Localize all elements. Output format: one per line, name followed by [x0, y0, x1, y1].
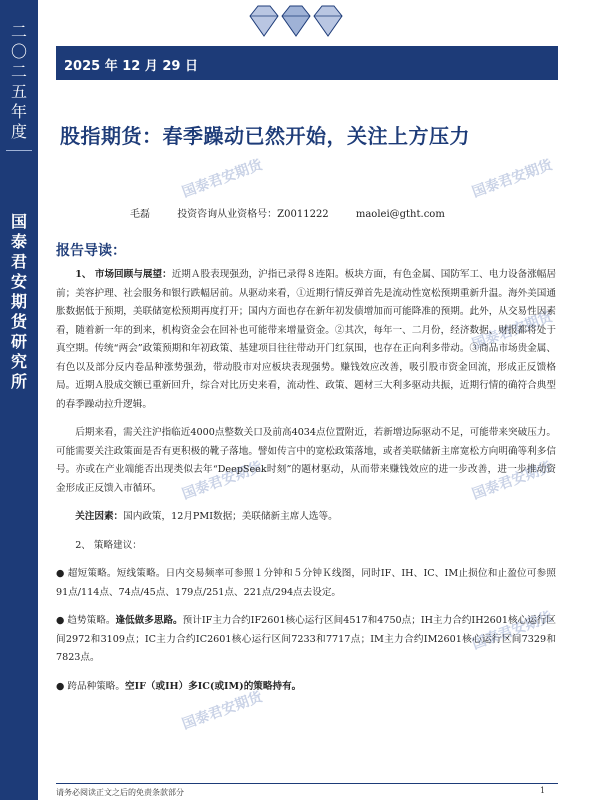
- watermark: 国泰君安期货: [180, 459, 265, 503]
- paragraph-market-review: [56, 266, 556, 414]
- watermark: 国泰君安期货: [470, 459, 555, 503]
- sidebar-divider: [6, 150, 32, 151]
- org-char: 安: [10, 272, 27, 291]
- bullet-text: 预计IF主力合约IF2601核心运行区间4517和4750点；IH主力合约IH2601核心运行区间2972和3109点；IC主力合约IC2601核心运行区间7233和7717点；IM主力合约IM2601核心运行区间7329和7823点。: [56, 615, 557, 663]
- company-logo-icon: [240, 2, 360, 38]
- strategy-short-term: [56, 565, 556, 602]
- footer-divider: [56, 783, 558, 784]
- report-body: [56, 266, 556, 696]
- watermark: 国泰君安期货: [470, 609, 555, 653]
- paragraph-label: 1、 市场回顾与展望：: [75, 269, 172, 280]
- org-char: 研: [10, 332, 27, 351]
- bullet-label: ● 趋势策略。: [56, 615, 116, 626]
- paragraph-text: 近期Ａ股表现强劲，沪指已录得８连阳。板块方面，有色金属、国防军工、电力设备涨幅居前；美容护理、社会服务和银行跌幅居前。从驱动来看，①近期行情反弹首先是流动性宽松预期重新升温。海外美国通胀数据低于预期，美联储宽松预期再度打开；国内方面也存在新年初发债增加而可能降准的预期。此外，从交易性因素看，随着新一年的到来，机构资金会在回补也可能带来增量资金。②其次，每年一、二月份，经济数据、财报都将处于真空期。传统“两会”政策预期和年初政策、基建项目往往带动开门红氛围，也存在正向利多带动。③商品市场贵金属、有色以及部分反内卷品种涨势强劲，带动股市对应板块表现强势。赚钱效应改善，吸引股市资金回流，形成正反馈格局。近期Ａ股成交额已重新回升，综合对比历史来看，流动性、政策、题材三大利多驱动共振，近期行情的确符合典型的春季躁动拉升逻辑。: [56, 269, 557, 410]
- watermark: 国泰君安期货: [470, 309, 555, 353]
- report-year: [0, 22, 38, 142]
- report-date: 2025 年 12 月 29 日: [64, 59, 198, 74]
- section-title: 报告导读：: [56, 243, 126, 259]
- bullet-emphasis: 逢低做多思路。: [115, 615, 183, 626]
- watermark: 国泰君安期货: [180, 157, 265, 201]
- watermark: 国泰君安期货: [180, 689, 265, 733]
- org-char: 泰: [10, 232, 27, 251]
- report-title: 股指期货：春季躁动已然开始，关注上方压力: [60, 124, 470, 148]
- date-banner: [56, 46, 558, 80]
- watermark: 国泰君安期货: [470, 157, 555, 201]
- author-line: [130, 205, 469, 220]
- year-char: 二: [10, 62, 27, 81]
- paragraph-factors: [56, 508, 556, 527]
- year-char: 二: [10, 22, 27, 41]
- org-char: 所: [10, 372, 27, 391]
- paragraph-outlook: 后期来看，需关注沪指临近4000点整数关口及前高4034点位置附近，若新增边际驱动不足，可能带来突破压力。可能需要关注政策面是否有更积极的靴子落地。譬如传言中的宽松政策落地，或者美联储新主席宽松方向明确等利多信号。亦或在产业端能否出现类似去年“DeepSeek时刻”的题材驱动，从而带来赚钱效应的进一步改善，进一步推动资金形成正反馈入市循环。: [56, 427, 556, 494]
- bullet-label: ● 超短策略。: [56, 568, 117, 579]
- year-char: 五: [10, 82, 27, 101]
- bullet-emphasis: 空IF（或IH）多IC(或IM)的策略持有。: [124, 680, 302, 692]
- author-email[interactable]: maolei@gtht.com: [355, 209, 445, 220]
- year-char: 年: [10, 102, 27, 121]
- author-license: 投资咨询从业资格号：Z0011222: [177, 209, 329, 220]
- org-char: 国: [10, 212, 27, 231]
- strategy-heading: 2、 策略建议：: [75, 539, 142, 551]
- bullet-text: 短线策略。日内交易频率可参照１分钟和５分钟Ｋ线图，同时IF、IH、IC、IM止损位和止盈位可参照91点/114点、74点/45点、179点/251点、221点/294点去设定。: [56, 568, 556, 598]
- strategy-trend: [56, 612, 556, 668]
- author-name: 毛磊: [130, 209, 150, 220]
- paragraph-text: 国内政策，12月PMI数据；美联储新主席人选等。: [123, 511, 338, 522]
- strategy-cross: [56, 678, 556, 697]
- org-char: 究: [10, 352, 27, 371]
- disclaimer-note: 请务必阅读正文之后的免责条款部分: [56, 788, 184, 797]
- paragraph-label: 关注因素：: [75, 511, 124, 522]
- sidebar: [0, 0, 38, 800]
- org-name: [0, 212, 38, 392]
- year-char: 〇: [10, 42, 27, 61]
- org-char: 君: [10, 252, 27, 271]
- org-char: 期: [10, 292, 27, 311]
- page-number: 1: [540, 786, 546, 795]
- org-char: 货: [10, 312, 27, 331]
- year-char: 度: [10, 122, 27, 141]
- bullet-label: ● 跨品种策略。: [56, 680, 125, 692]
